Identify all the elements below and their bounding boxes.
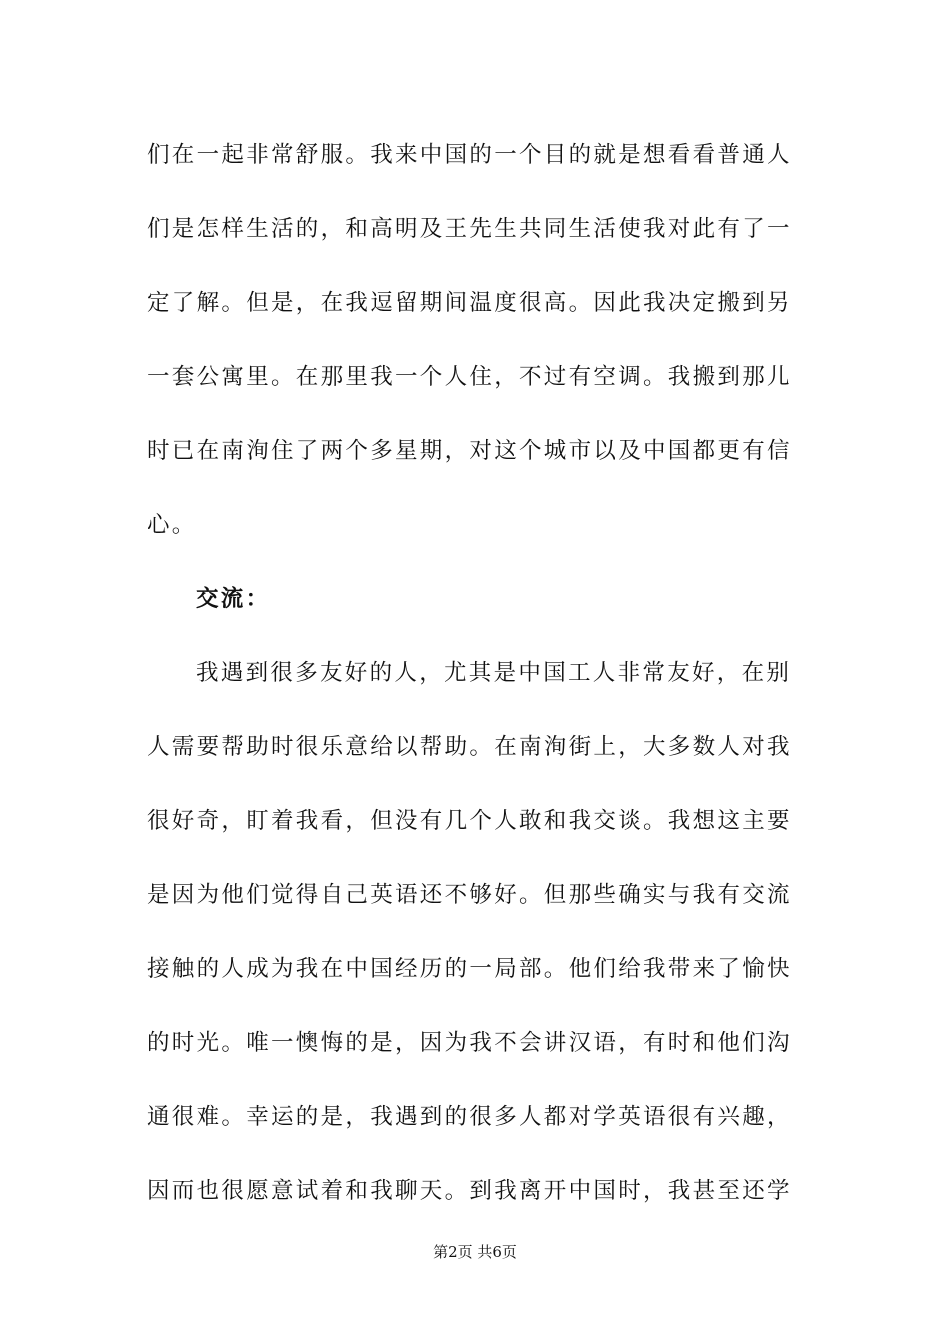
body-text [147,127,809,1237]
text-line: 因而也很愿意试着和我聊天。到我离开中国时，我甚至还学 [147,1178,792,1204]
text-line: 时已在南洵住了两个多星期，对这个城市以及中国都更有信 [147,438,792,464]
text-line: 的时光。唯一懊悔的是，因为我不会讲汉语，有时和他们沟 [147,1030,792,1056]
section-heading: 交流： [196,586,271,612]
text-line: 心。 [147,512,197,538]
text-line: 很好奇，盯着我看，但没有几个人敢和我交谈。我想这主要 [147,808,792,834]
text-line: 们在一起非常舒服。我来中国的一个目的就是想看看普通人 [147,142,792,168]
text-line: 通很难。幸运的是，我遇到的很多人都对学英语很有兴趣， [147,1104,792,1130]
text-line-first: 我遇到很多友好的人，尤其是中国工人非常友好，在别 [196,660,792,686]
text-line: 人需要帮助时很乐意给以帮助。在南洵街上，大多数人对我 [147,734,792,760]
text-line: 定了解。但是，在我逗留期间温度很高。因此我决定搬到另 [147,290,792,316]
text-line: 接触的人成为我在中国经历的一局部。他们给我带来了愉快 [147,956,792,982]
text-line: 们是怎样生活的，和高明及王先生共同生活使我对此有了一 [147,216,792,242]
page-number-footer: 第2页 共6页 [433,1243,517,1261]
text-line: 一套公寓里。在那里我一个人住，不过有空调。我搬到那儿 [147,364,792,390]
text-line: 是因为他们觉得自己英语还不够好。但那些确实与我有交流 [147,882,792,908]
